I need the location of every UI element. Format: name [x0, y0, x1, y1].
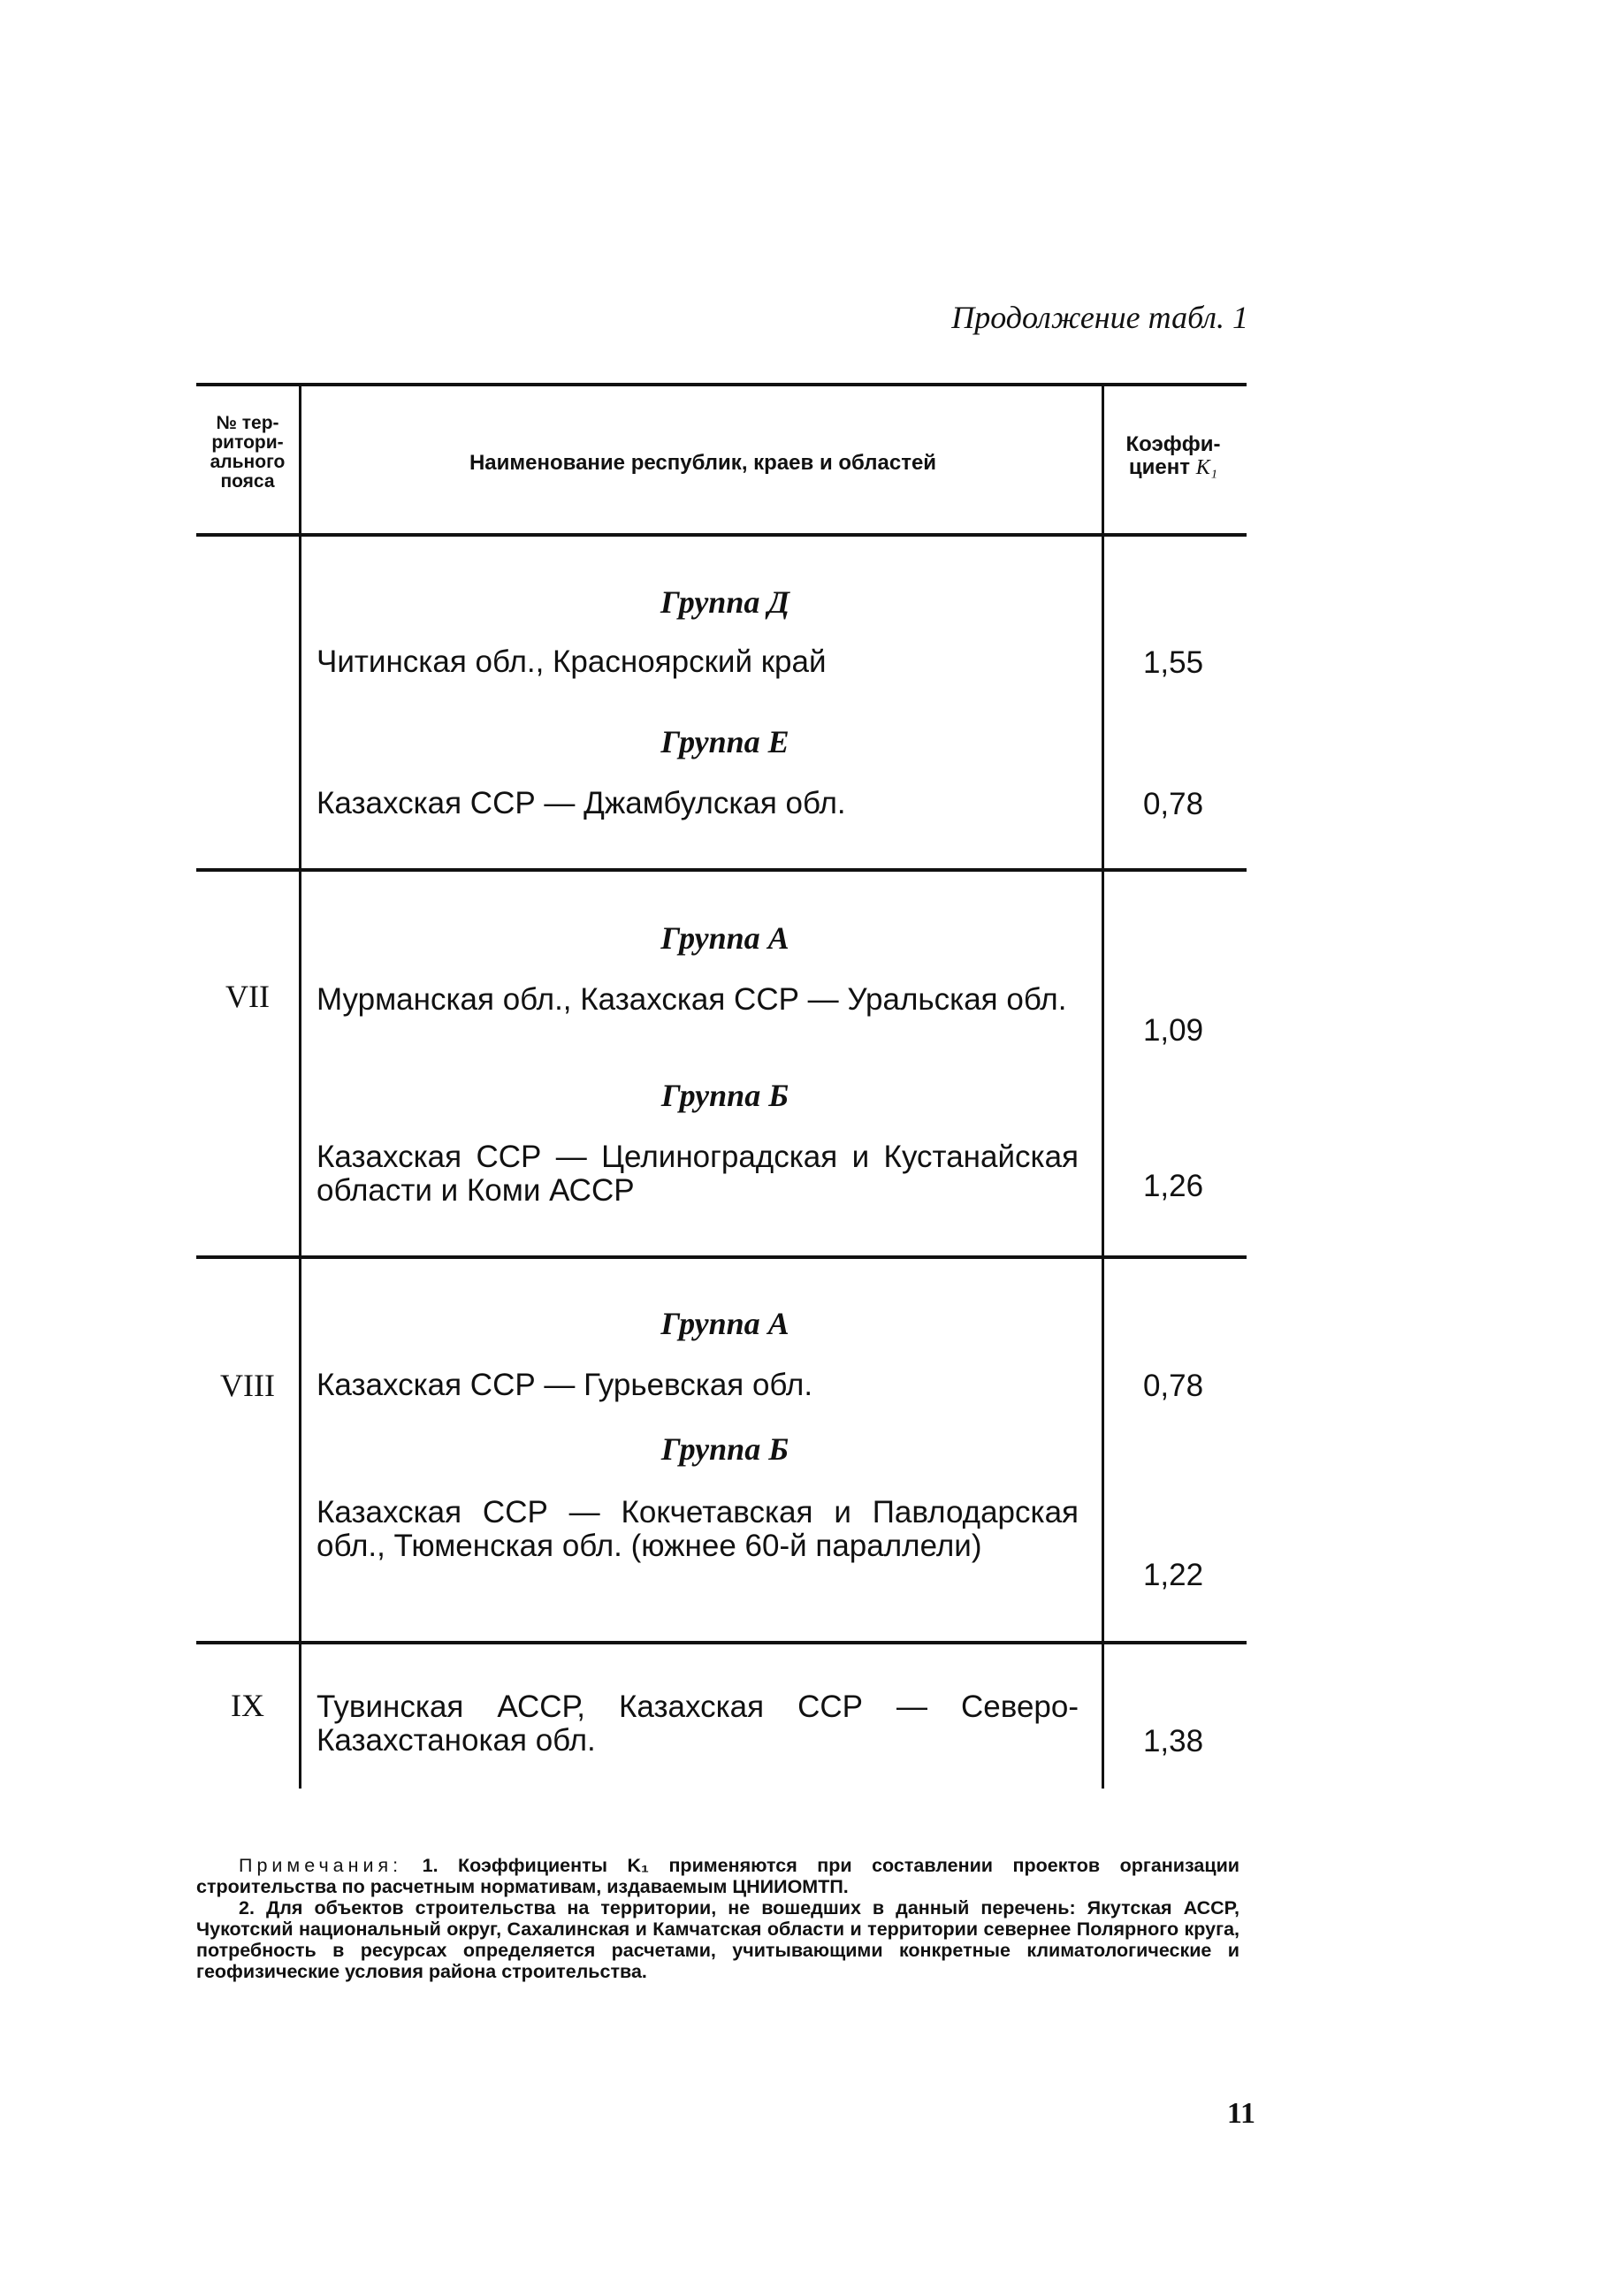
group-title: Группа Б — [660, 1078, 789, 1113]
group-title: Группа А — [660, 1306, 789, 1341]
section-rule-2 — [196, 1255, 1247, 1259]
zone-number: VII — [225, 979, 270, 1014]
column-divider-right — [1102, 383, 1104, 1789]
header-coef-symbol: K₁ — [1195, 456, 1218, 479]
page-number: 11 — [1226, 2097, 1255, 2130]
header-zone-number — [196, 414, 299, 492]
coefficient-value: 0,78 — [1142, 787, 1204, 821]
zone-number: IX — [231, 1688, 264, 1723]
coefficient-value: 1,09 — [1142, 1013, 1204, 1048]
region-text: Читинская обл., Красноярский край — [317, 645, 827, 679]
coefficient-value: 1,26 — [1142, 1169, 1204, 1203]
group-title: Группа Е — [660, 724, 789, 759]
section-rule-1 — [196, 868, 1247, 872]
group-title: Группа Д — [660, 584, 789, 620]
region-text: Казахская ССР — Джамбулская обл. — [317, 786, 846, 820]
notes-label: Примечания: — [239, 1855, 403, 1876]
coefficient-value: 1,55 — [1142, 645, 1204, 680]
region-text: Мурманская обл., Казахская ССР — Уральская обл. — [317, 982, 1067, 1017]
coefficient-value: 0,78 — [1142, 1369, 1204, 1403]
coefficient-value: 1,22 — [1142, 1558, 1204, 1592]
table-continuation-label: Продолжение табл. 1 — [951, 300, 1248, 335]
group-title: Группа А — [660, 920, 789, 956]
coefficient-value: 1,38 — [1142, 1724, 1204, 1758]
header-bottom-rule — [196, 533, 1247, 537]
header-region-name: Наименование республик, краев и областей — [469, 451, 937, 475]
group-title: Группа Б — [660, 1431, 789, 1467]
header-zone-text: № тер- ритори- ального пояса — [210, 413, 286, 492]
header-coef-label: Коэффи- циент — [1125, 432, 1221, 479]
region-text: Казахская ССР — Кокчетавская и Павлодарская обл., Тюменская обл. (южнее 60-й параллели) — [317, 1495, 1079, 1563]
table-top-rule — [196, 383, 1247, 386]
region-text: Казахская ССР — Гурьевская обл. — [317, 1368, 813, 1402]
region-text: Тувинская АССР, Казахская ССР — Северо-Казахстанокая обл. — [317, 1690, 1079, 1758]
header-coefficient — [1107, 433, 1239, 479]
column-divider-left — [299, 383, 301, 1789]
note-1: 1. Коэффициенты K₁ применяются при составлении проектов организации строительства по расчетным нормативам, издаваемым ЦНИИОМТП. — [196, 1855, 1239, 1897]
section-rule-3 — [196, 1641, 1247, 1644]
table-notes — [196, 1855, 1239, 1982]
zone-number: VIII — [220, 1368, 275, 1403]
region-text: Казахская ССР — Целиноградская и Кустанайская области и Коми АССР — [317, 1140, 1079, 1208]
note-2: 2. Для объектов строительства на территории, не вошедших в данный перечень: Якутская АССР, Чукотский национальный округ, Сахалинская и Камчатская области и территории севернее Полярного круга, потребность в ресурсах определяется расчетами, учитывающими конкретные климатологические и геофизические условия района строительства. — [196, 1897, 1239, 1982]
